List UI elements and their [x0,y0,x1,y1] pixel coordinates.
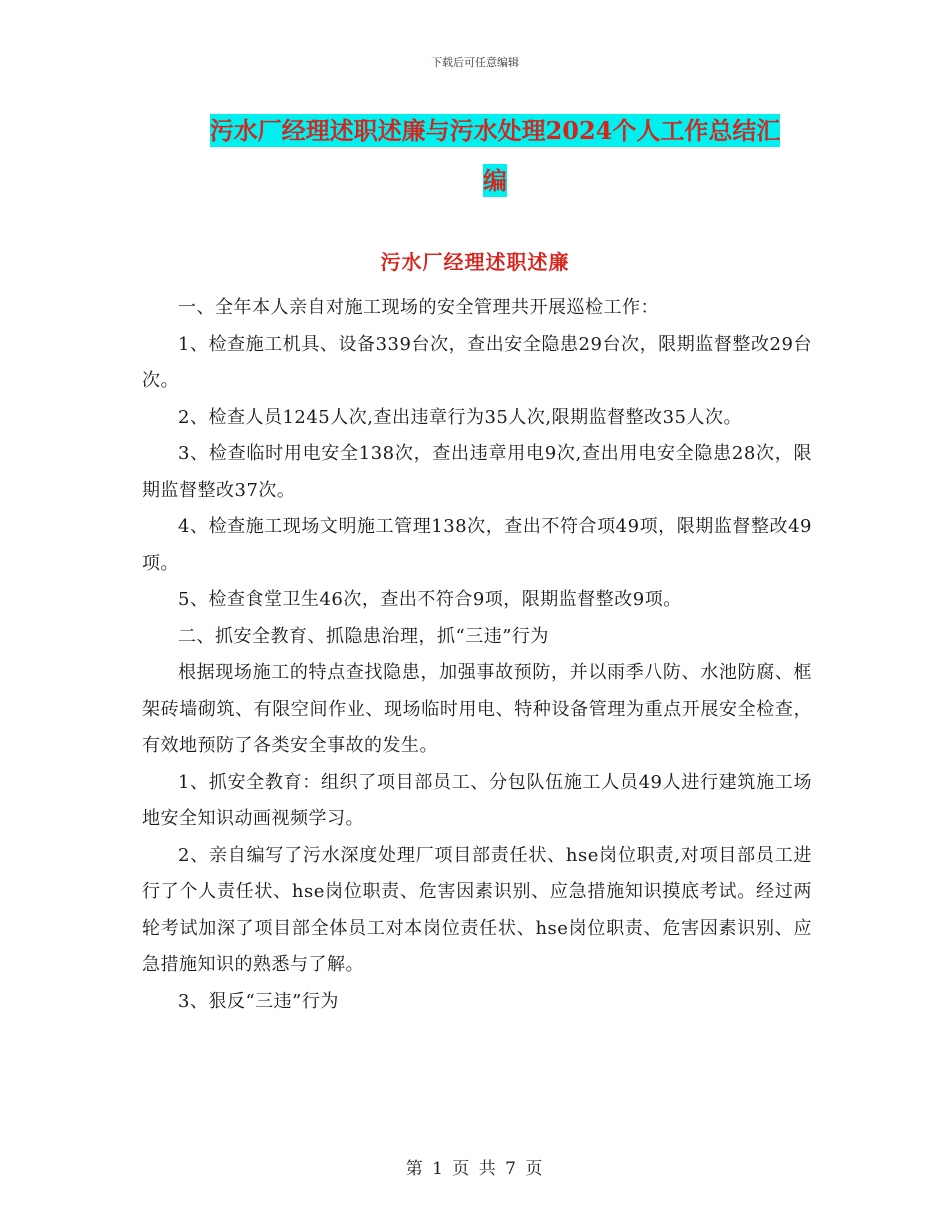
page-header-note: 下载后可任意编辑 [431,56,519,69]
paragraph: 根据现场施工的特点查找隐患，加强事故预防，并以雨季八防、水池防腐、框架砖墙砌筑、有限空间作业、现场临时用电、特种设备管理为重点开展安全检查，有效地预防了各类安全事故的发生。 [142,662,812,756]
page-footer-number: 第 1 页 共 7 页 [405,1159,545,1179]
paragraph: 一、全年本人亲自对施工现场的安全管理共开展巡检工作： [178,297,659,318]
section-heading: 污水厂经理述职述廉 [380,250,570,274]
paragraph: 2、亲自编写了污水深度处理厂项目部责任状、hse岗位职责,对项目部员工进行了个人责任状、hse岗位职责、危害因素识别、应急措施知识摸底考试。经过两轮考试加深了项目部全体员工对本岗位责任状、hse岗位职责、危害因素识别、应急措施知识的熟悉与了解。 [142,844,812,975]
document-body [142,290,812,1020]
paragraph: 3、检查临时用电安全138次，查出违章用电9次,查出用电安全隐患28次，限期监督整改37次。 [142,443,812,501]
paragraph: 5、检查食堂卫生46次，查出不符合9项，限期监督整改9项。 [178,589,682,610]
paragraph: 3、狠反“三违”行为 [178,990,339,1012]
document-title-line-2: 编 [483,166,507,195]
paragraph: 2、检查人员1245人次,查出违章行为35人次,限期监督整改35人次。 [178,406,743,428]
paragraph: 1、抓安全教育：组织了项目部员工、分包队伍施工人员49人进行建筑施工场地安全知识动画视频学习。 [142,771,812,829]
document-title [150,106,840,206]
paragraph: 1、检查施工机具、设备339台次，查出安全隐患29台次，限期监督整改29台次。 [142,333,812,391]
document-title-line-1: 污水厂经理述职述廉与污水处理2024个人工作总结汇 [209,116,781,145]
paragraph: 4、检查施工现场文明施工管理138次，查出不符合项49项，限期监督整改49项。 [142,516,812,574]
paragraph: 二、抓安全教育、抓隐患治理，抓“三违”行为 [178,625,549,647]
